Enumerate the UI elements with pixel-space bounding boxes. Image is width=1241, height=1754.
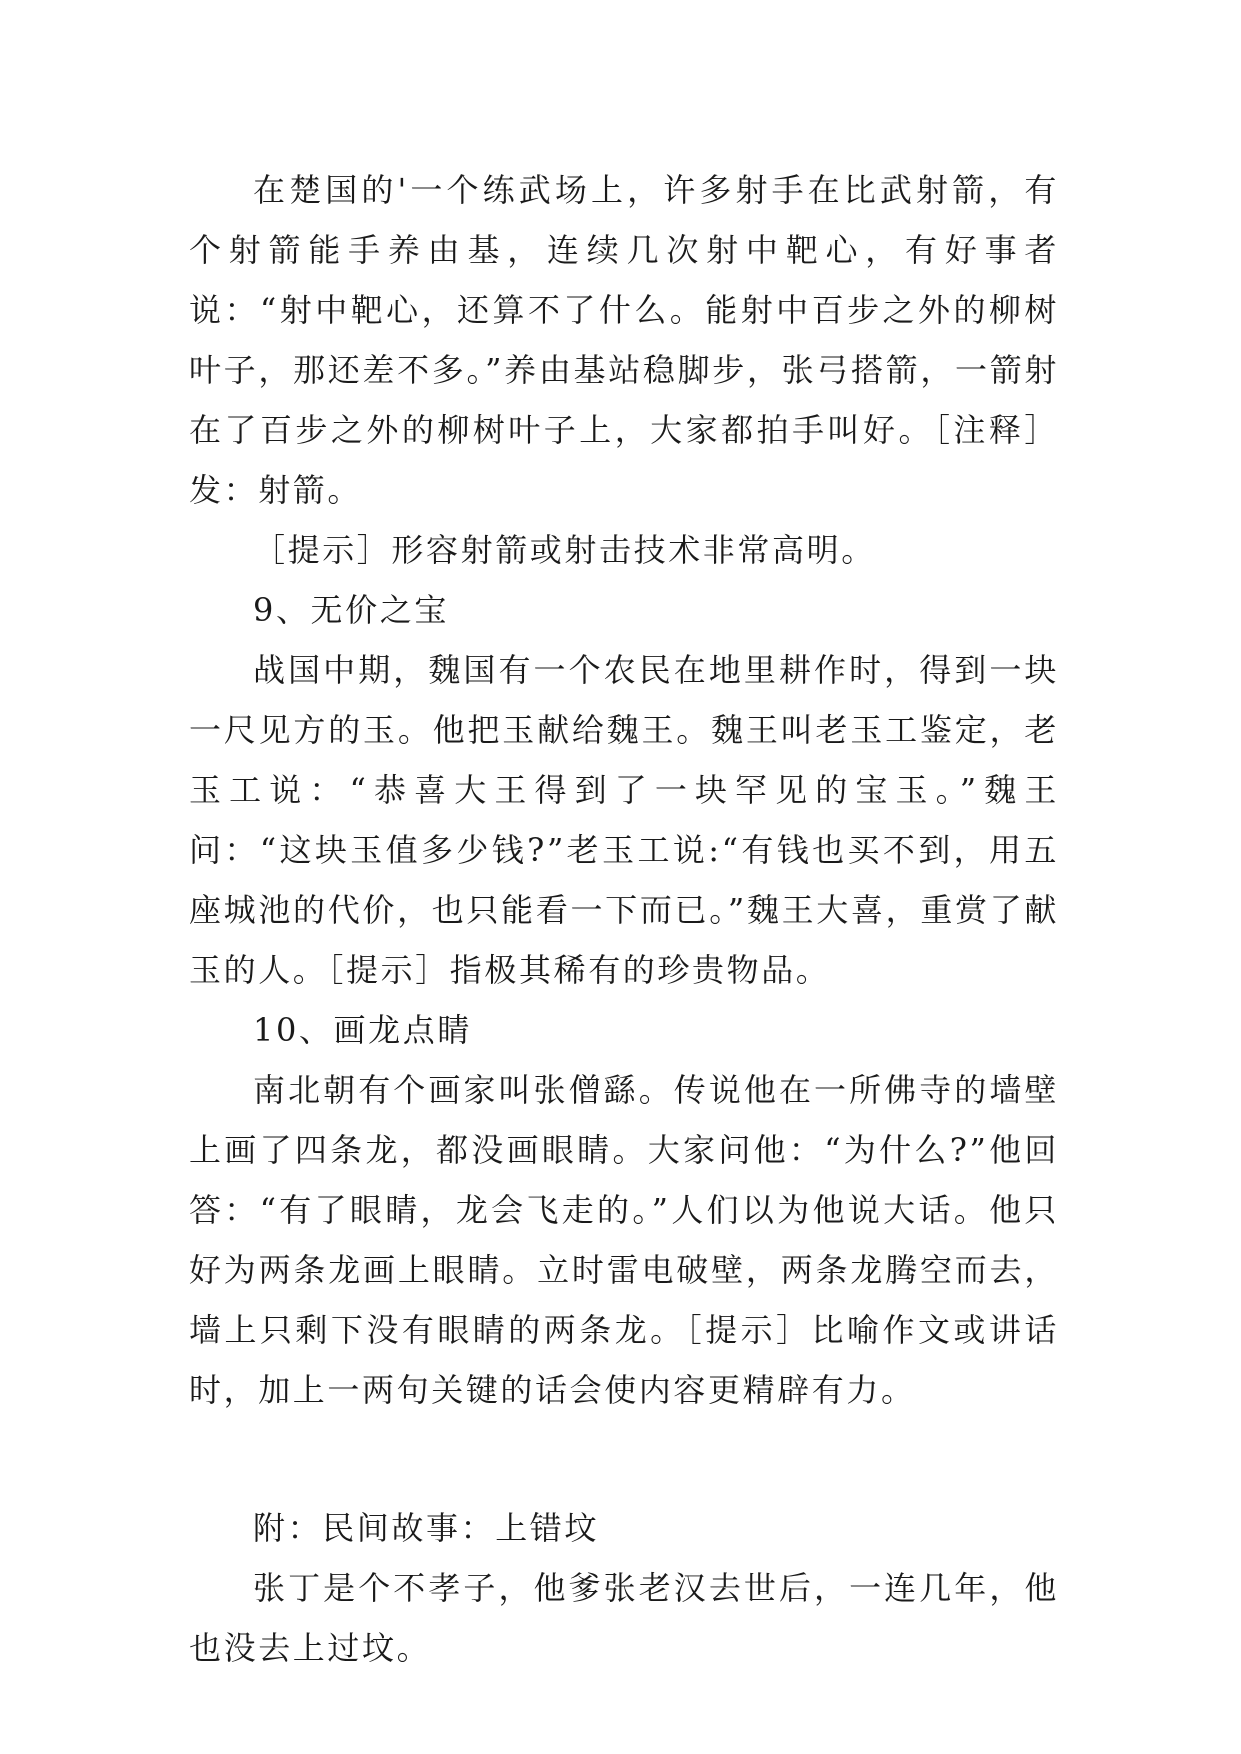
- section-spacer: [189, 1420, 1059, 1498]
- story-paragraph-archery: 在楚国的'一个练武场上，许多射手在比武射箭，有个射箭能手养由基，连续几次射中靶心，有好事者说：“射中靶心，还算不了什么。能射中百步之外的柳树叶子，那还差不多。”养由基站稳脚步，张弓搭箭，一箭射在了百步之外的柳树叶子上，大家都拍手叫好。［注释］发：射箭。: [189, 171, 1059, 509]
- appendix-heading: 附：民间故事：上错坟: [253, 1509, 600, 1547]
- section-heading-dragon-eyes: 10、画龙点睛: [253, 1011, 472, 1049]
- appendix-paragraph: 张丁是个不孝子，他爹张老汉去世后，一连几年，他也没去上过坟。: [189, 1569, 1059, 1667]
- section-heading-priceless-treasure: 9、无价之宝: [253, 591, 449, 629]
- story-paragraph-dragon-eyes: 南北朝有个画家叫张僧繇。传说他在一所佛寺的墙壁上画了四条龙，都没画眼睛。大家问他：“为什么?”他回答：“有了眼睛，龙会飞走的。”人们以为他说大话。他只好为两条龙画上眼睛。立时雷电破壁，两条龙腾空而去，墙上只剩下没有眼睛的两条龙。［提示］比喻作文或讲话时，加上一两句关键的话会使内容更精辟有力。: [189, 1071, 1059, 1409]
- hint-paragraph-archery: ［提示］形容射箭或射击技术非常高明。: [253, 531, 876, 569]
- story-paragraph-priceless-treasure: 战国中期，魏国有一个农民在地里耕作时，得到一块一尺见方的玉。他把玉献给魏王。魏王叫老玉工鉴定，老玉工说：“恭喜大王得到了一块罕见的宝玉。”魏王问：“这块玉值多少钱?”老玉工说:“有钱也买不到，用五座城池的代价，也只能看一下而已。”魏王大喜，重赏了献玉的人。［提示］指极其稀有的珍贵物品。: [189, 651, 1059, 989]
- document-body: [189, 160, 1059, 1678]
